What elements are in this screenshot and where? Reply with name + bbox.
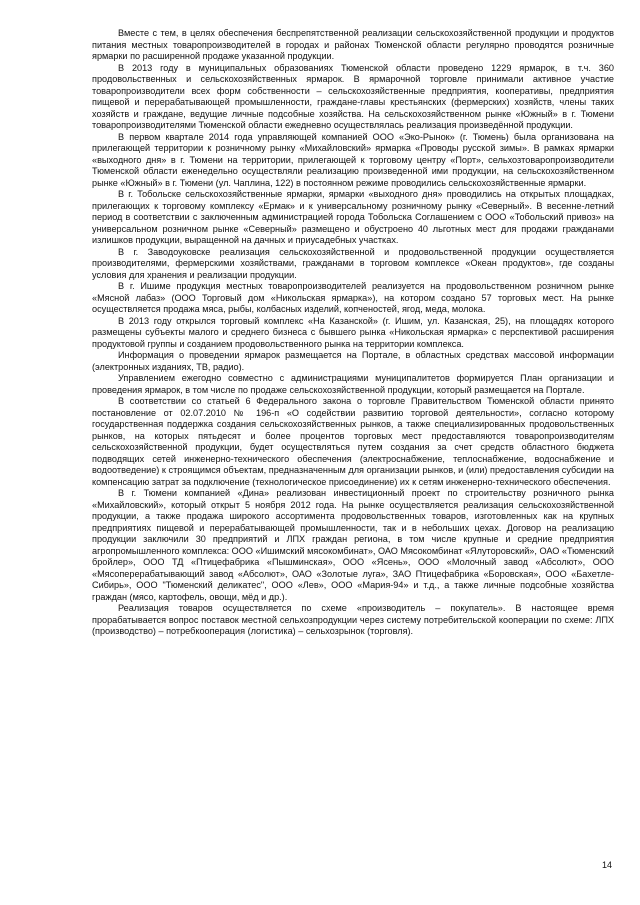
paragraph-q1-2014: В первом квартале 2014 года управляющей компанией ООО «Эко-Рынок» (г. Тюмень) была организована на прилегающей территории к розничному рынку «Михайловский» ярмарка «Проводы русской зимы». В рамках ярмарки «выходного дня» в г. Тюмени на территории, прилегающей к торговому центру «Порт», сельхозтоваропроизводители Тюменской области еженедельно осуществляли реализацию произведенной ими продукции, на сельскохозяйственном рынке «Южный» в г. Тюмени (ул. Чаплина, 122) в постоянном режиме проводились сельскохозяйственные ярмарки. <box>92 131 614 188</box>
paragraph-2013-fairs: В 2013 году в муниципальных образованиях Тюменской области проведено 1229 ярмарок, в т.ч. 360 продовольственных и сельскохозяйственных ярмарок. В ярмарочной торговле принимали активное участие товаропроизводители всех форм собственности – сельскохозяйственные предприятия, кооперативы, предприятия пищевой и перерабатывающей промышленности, граждане-главы крестьянских (фермерских) хозяйств, члены таких хозяйств и граждане, ведущие личные подсобные хозяйства. На сельскохозяйственном рынке «Южный» в г. Тюмени товаропроизводителями Тюменской области ежедневно осуществлялась реализация произведённой продукции. <box>92 62 614 130</box>
paragraph-mikhailovsky-market: В г. Тюмени компанией «Дина» реализован инвестиционный проект по строительству розничного рынка «Михайловский», который открыт 5 ноября 2012 года. На рынке осуществляется реализация сельскохозяйственной продукции, а также продажа широкого ассортимента продовольственных товаров, изготовленных как на крупных предприятиях пищевой и перерабатывающей промышленности, так и в небольших цехах. Договор на реализацию продукции заключили 30 предприятий и ЛПХ граждан региона, в том числе крупные и средние предприятия агропромышленного комплекса: ООО «Ишимский мясокомбинат», ОАО Мясокомбинат «Ялуторовский», ОАО «Тюменский бройлер», ООО ТД «Птицефабрика «Пышминская», ООО «Ясень», ООО «Молочный завод «Абсолют», ООО «Мясоперерабатывающий завод «Абсолют», ОАО «Золотые луга», ЗАО Птицефабрика «Боровская», ООО «Бахетле-Сибирь», ООО "Тюменский деликатес", ООО «Лев», ООО «Мария-94» и т.д., а также личные подсобные хозяйства граждан (мясо, картофель, овощи, мёд и др.). <box>92 488 614 602</box>
paragraph-federal-law: В соответствии со статьей 6 Федерального закона о торговле Правительством Тюменской области принято постановление от 02.07.2010 № 196-п «О содействии развитию торговой деятельности», согласно которому государственная поддержка создания сельскохозяйственных рынков, а также специализированных продовольственных рынков, на которых пятьдесят и более процентов торговых мест предоставляются товаропроизводителям сельскохозяйственной продукции, будет осуществляться путем создания за счет средств областного бюджета подводящих сетей инженерно-технического обеспечения (электроснабжение, теплоснабжение, водоснабжение и водоотведение) к строящимся объектам, предназначенным для организации рынков, и (или) предоставления субсидии на компенсацию затрат за подключение (технологическое присоединение) их к сетям инженерно-технического обеспечения. <box>92 396 614 487</box>
paragraph-fairs-intro: Вместе с тем, в целях обеспечения беспрепятственной реализации сельскохозяйственной продукции и продуктов питания местных товаропроизводителей в городах и районах Тюменской области регулярно проводятся розничные ярмарки по расширенной продаже указанной продукции. <box>92 28 614 61</box>
paragraph-sales-scheme: Реализация товаров осуществляется по схеме «производитель – покупатель». В настоящее время прорабатывается вопрос поставок местной сельхозпродукции через систему потребительской кооперации по схеме: ЛПХ (производство) – потребкооперация (логистика) – сельхозрынок (торговля). <box>92 603 614 636</box>
paragraph-portal-info: Информация о проведении ярмарок размещается на Портале, в областных средствах массовой информации (электронных изданиях, ТВ, радио). <box>92 350 614 372</box>
paragraph-zavodoukovsk: В г. Заводоуковске реализация сельскохозяйственной и продовольственной продукции осуществляется производителями, фермерскими хозяйствами, гражданами в торговом комплексе «Океан продуктов», где созданы условия для хранения и реализации продукции. <box>92 246 614 280</box>
paragraph-tobolsk: В г. Тобольске сельскохозяйственные ярмарки, ярмарки «выходного дня» проводились на открытых площадках, прилегающих к торговому комплексу «Ермак» и к универсальному розничному рынку «Северный». В весенне-летний период в соответствии с заключенным администрацией города Тобольска Соглашением с ООО «Тобольский привоз» на универсальном розничном рынке «Северный» размещено и обустроено 40 льготных мест для продажи гражданами излишков продукции, выращенной на дачных и приусадебных участках. <box>92 189 614 245</box>
paragraph-fair-plan: Управлением ежегодно совместно с администрациями муниципалитетов формируется План организации и проведения ярмарок, в том числе по продаже сельскохозяйственной продукции, который размещается на Портале. <box>92 373 614 395</box>
page-number: 14 <box>601 860 612 870</box>
paragraph-ishim-market: В г. Ишиме продукция местных товаропроизводителей реализуется на продовольственном розничном рынке «Мясной лабаз» (ООО Торговый дом «Никольская ярмарка»), на котором создано 57 торговых мест. На рынке осуществляется продажа мяса, рыбы, колбасных изделий, копченостей, ягод, меда, молока. <box>92 281 614 314</box>
paragraph-kazanskaya-complex: В 2013 году открылся торговый комплекс «На Казанской» (г. Ишим, ул. Казанская, 25), на площадях которого размещены субъекты малого и среднего бизнеса с бывшего рынка «Никольская ярмарка» с перспективой расширения продуктовой группы и созданием продовольственного рынка на территории комплекса. <box>92 315 614 349</box>
